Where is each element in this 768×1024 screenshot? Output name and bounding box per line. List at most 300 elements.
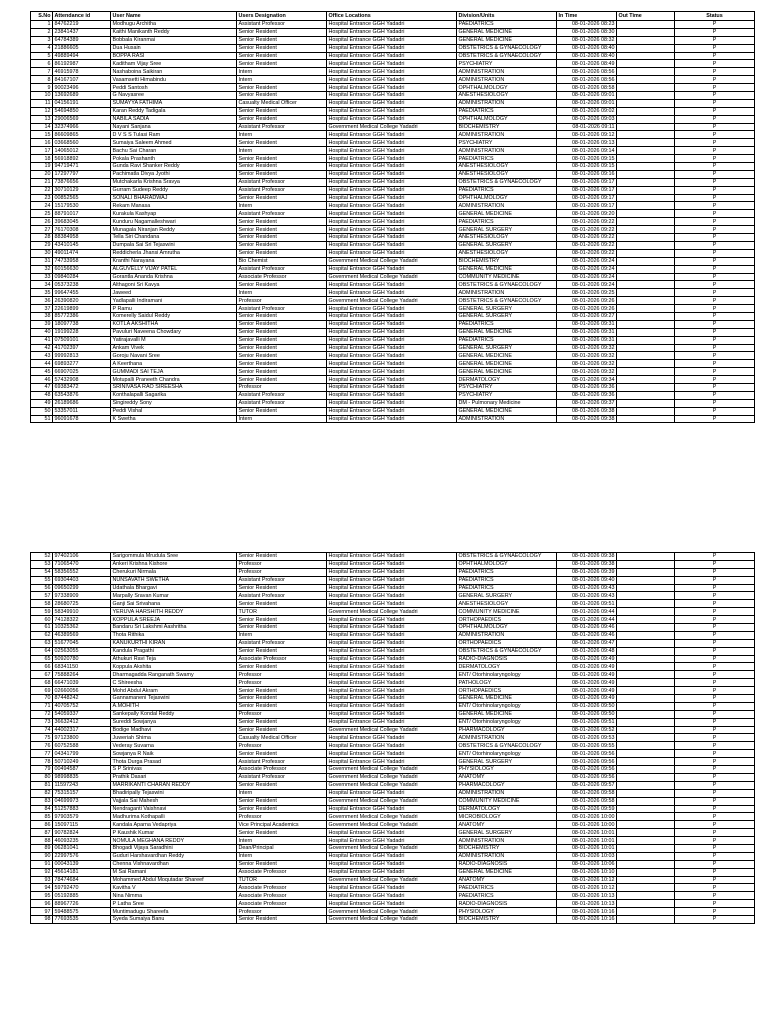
- cell-user-name: MARRIKANTI CHARAN REDDY: [111, 781, 237, 789]
- cell-in-time: 08-01-2026 09:32: [557, 368, 617, 376]
- cell-out-time: [617, 115, 675, 123]
- cell-out-time: [617, 84, 675, 92]
- cell-division: COMMUNITY MEDICINE: [457, 797, 557, 805]
- cell-out-time: [617, 147, 675, 155]
- cell-sno: 21: [31, 178, 53, 186]
- cell-in-time: 08-01-2026 08:23: [557, 21, 617, 29]
- table-row: [31, 710, 755, 718]
- cell-out-time: [617, 860, 675, 868]
- cell-in-time: 08-01-2026 09:26: [557, 297, 617, 305]
- cell-office-location: Government Medical College Yadadri: [327, 844, 457, 852]
- cell-office-location: Hospital Entrance GGH Yadadri: [327, 115, 457, 123]
- cell-attendance-id: 96091678: [53, 415, 111, 423]
- cell-division: PSYCHIATRY: [457, 60, 557, 68]
- cell-office-location: Hospital Entrance GGH Yadadri: [327, 631, 457, 639]
- cell-out-time: [617, 742, 675, 750]
- cell-office-location: Hospital Entrance GGH Yadadri: [327, 376, 457, 384]
- cell-status: P: [675, 679, 755, 687]
- table-row: [31, 844, 755, 852]
- header-division: Division/Units: [457, 12, 557, 21]
- cell-in-time: 08-01-2026 09:49: [557, 695, 617, 703]
- cell-in-time: 08-01-2026 08:56: [557, 68, 617, 76]
- cell-status: P: [675, 194, 755, 202]
- cell-division: ANATOMY: [457, 876, 557, 884]
- cell-division: GENERAL MEDICINE: [457, 695, 557, 703]
- cell-attendance-id: 19199228: [53, 328, 111, 336]
- header-out-time: Out Time: [617, 12, 675, 21]
- cell-designation: Associate Professor: [237, 655, 327, 663]
- cell-in-time: 08-01-2026 09:14: [557, 147, 617, 155]
- cell-office-location: Hospital Entrance GGH Yadadri: [327, 249, 457, 257]
- table-row: [31, 758, 755, 766]
- cell-user-name: Nendraganti Vaishnavi: [111, 805, 237, 813]
- table-row: [31, 352, 755, 360]
- cell-designation: Associate Professor: [237, 892, 327, 900]
- table-row: [31, 655, 755, 663]
- cell-out-time: [617, 107, 675, 115]
- cell-status: P: [675, 241, 755, 249]
- cell-status: P: [675, 344, 755, 352]
- cell-sno: 35: [31, 289, 53, 297]
- cell-office-location: Hospital Entrance GGH Yadadri: [327, 281, 457, 289]
- cell-sno: 31: [31, 257, 53, 265]
- table-row: [31, 147, 755, 155]
- cell-user-name: Ankeri Krishna Kishore: [111, 560, 237, 568]
- cell-division: OPHTHALMOLOGY: [457, 624, 557, 632]
- cell-user-name: Kranthi Narayana: [111, 257, 237, 265]
- cell-designation: Assistant Professor: [237, 305, 327, 313]
- cell-attendance-id: 17297797: [53, 170, 111, 178]
- cell-office-location: Hospital Entrance GGH Yadadri: [327, 44, 457, 52]
- cell-sno: 26: [31, 218, 53, 226]
- cell-office-location: Hospital Entrance GGH Yadadri: [327, 892, 457, 900]
- table-row: [31, 202, 755, 210]
- cell-attendance-id: 58356552: [53, 568, 111, 576]
- cell-in-time: 08-01-2026 10:12: [557, 876, 617, 884]
- cell-division: BIOCHEMISTRY: [457, 257, 557, 265]
- cell-out-time: [617, 265, 675, 273]
- cell-attendance-id: 97402106: [53, 553, 111, 561]
- cell-out-time: [617, 726, 675, 734]
- cell-attendance-id: 50710249: [53, 758, 111, 766]
- cell-attendance-id: 98998835: [53, 773, 111, 781]
- cell-sno: 46: [31, 376, 53, 384]
- cell-user-name: K Swetha: [111, 415, 237, 423]
- cell-user-name: Yatirajavalli M: [111, 336, 237, 344]
- cell-out-time: [617, 44, 675, 52]
- cell-status: P: [675, 687, 755, 695]
- cell-in-time: 08-01-2026 08:49: [557, 60, 617, 68]
- cell-sno: 38: [31, 312, 53, 320]
- cell-status: P: [675, 289, 755, 297]
- cell-user-name: M Sai Ramani: [111, 868, 237, 876]
- cell-out-time: [617, 178, 675, 186]
- table-row: [31, 908, 755, 916]
- cell-designation: Senior Resident: [237, 281, 327, 289]
- cell-out-time: [617, 257, 675, 265]
- cell-out-time: [617, 797, 675, 805]
- cell-division: GENERAL SURGERY: [457, 758, 557, 766]
- cell-out-time: [617, 639, 675, 647]
- cell-status: P: [675, 234, 755, 242]
- cell-office-location: Hospital Entrance GGH Yadadri: [327, 194, 457, 202]
- table-row: [31, 805, 755, 813]
- cell-out-time: [617, 600, 675, 608]
- cell-out-time: [617, 376, 675, 384]
- cell-designation: Senior Resident: [237, 107, 327, 115]
- cell-office-location: Hospital Entrance GGH Yadadri: [327, 139, 457, 147]
- table-row: [31, 718, 755, 726]
- cell-out-time: [617, 92, 675, 100]
- cell-status: P: [675, 663, 755, 671]
- cell-user-name: NABILA SADIA: [111, 115, 237, 123]
- cell-office-location: Hospital Entrance GGH Yadadri: [327, 360, 457, 368]
- cell-designation: Assistant Professor: [237, 186, 327, 194]
- cell-office-location: Hospital Entrance GGH Yadadri: [327, 560, 457, 568]
- table-row: [31, 44, 755, 52]
- cell-in-time: 08-01-2026 10:01: [557, 837, 617, 845]
- table-row: [31, 383, 755, 391]
- cell-attendance-id: 77693535: [53, 915, 111, 923]
- cell-division: GENERAL SURGERY: [457, 592, 557, 600]
- cell-in-time: 08-01-2026 09:27: [557, 312, 617, 320]
- cell-in-time: 08-01-2026 09:40: [557, 576, 617, 584]
- cell-division: DERMATOLOGY: [457, 376, 557, 384]
- cell-sno: 19: [31, 163, 53, 171]
- cell-division: ADMINISTRATION: [457, 68, 557, 76]
- cell-designation: Senior Resident: [237, 84, 327, 92]
- cell-sno: 80: [31, 773, 53, 781]
- cell-attendance-id: 07509101: [53, 336, 111, 344]
- cell-out-time: [617, 210, 675, 218]
- table-row: [31, 336, 755, 344]
- cell-attendance-id: 10325362: [53, 624, 111, 632]
- cell-designation: Senior Resident: [237, 584, 327, 592]
- cell-in-time: 08-01-2026 08:40: [557, 52, 617, 60]
- cell-division: GENERAL MEDICINE: [457, 36, 557, 44]
- cell-in-time: 08-01-2026 09:34: [557, 376, 617, 384]
- cell-attendance-id: 94719471: [53, 163, 111, 171]
- table-row: [31, 84, 755, 92]
- cell-office-location: Hospital Entrance GGH Yadadri: [327, 320, 457, 328]
- cell-designation: Intern: [237, 631, 327, 639]
- cell-attendance-id: 40705752: [53, 702, 111, 710]
- cell-status: P: [675, 178, 755, 186]
- cell-sno: 97: [31, 908, 53, 916]
- cell-designation: Senior Resident: [237, 336, 327, 344]
- cell-division: OPHTHALMOLOGY: [457, 194, 557, 202]
- cell-status: P: [675, 616, 755, 624]
- cell-user-name: Ankam Vivek: [111, 344, 237, 352]
- cell-in-time: 08-01-2026 09:43: [557, 584, 617, 592]
- cell-out-time: [617, 241, 675, 249]
- cell-designation: Dean/Principal: [237, 844, 327, 852]
- cell-status: P: [675, 734, 755, 742]
- cell-office-location: Government Medical College Yadadri: [327, 908, 457, 916]
- cell-out-time: [617, 766, 675, 774]
- table-row: [31, 107, 755, 115]
- cell-division: PAEDIATRICS: [457, 186, 557, 194]
- cell-sno: 47: [31, 383, 53, 391]
- cell-sno: 30: [31, 249, 53, 257]
- cell-out-time: [617, 399, 675, 407]
- cell-office-location: Government Medical College Yadadri: [327, 773, 457, 781]
- cell-attendance-id: 22619899: [53, 305, 111, 313]
- cell-status: P: [675, 186, 755, 194]
- cell-status: P: [675, 52, 755, 60]
- cell-attendance-id: 97903579: [53, 813, 111, 821]
- cell-office-location: Hospital Entrance GGH Yadadri: [327, 28, 457, 36]
- table-row: [31, 163, 755, 171]
- cell-office-location: Hospital Entrance GGH Yadadri: [327, 742, 457, 750]
- cell-designation: Intern: [237, 147, 327, 155]
- cell-division: PAEDIATRICS: [457, 892, 557, 900]
- cell-designation: Assistant Professor: [237, 123, 327, 131]
- cell-division: PAEDIATRICS: [457, 584, 557, 592]
- cell-out-time: [617, 202, 675, 210]
- table-row: [31, 99, 755, 107]
- cell-in-time: 08-01-2026 09:24: [557, 273, 617, 281]
- cell-division: MICROBIOLOGY: [457, 813, 557, 821]
- cell-in-time: 08-01-2026 09:31: [557, 320, 617, 328]
- table-row: [31, 320, 755, 328]
- table-row: [31, 407, 755, 415]
- cell-attendance-id: 69383472: [53, 383, 111, 391]
- cell-office-location: Government Medical College Yadadri: [327, 273, 457, 281]
- cell-user-name: Gurram Sudeep Reddy: [111, 186, 237, 194]
- cell-user-name: G Navyasree: [111, 92, 237, 100]
- cell-out-time: [617, 352, 675, 360]
- cell-attendance-id: 32374966: [53, 123, 111, 131]
- cell-sno: 94: [31, 884, 53, 892]
- cell-division: GENERAL MEDICINE: [457, 210, 557, 218]
- attendance-table-page-2: [30, 552, 755, 924]
- cell-designation: Assistant Professor: [237, 178, 327, 186]
- cell-sno: 74: [31, 726, 53, 734]
- cell-out-time: [617, 415, 675, 423]
- cell-status: P: [675, 155, 755, 163]
- table-row: [31, 734, 755, 742]
- cell-out-time: [617, 21, 675, 29]
- cell-user-name: Kunduru Nagamalleshwari: [111, 218, 237, 226]
- cell-in-time: 08-01-2026 09:22: [557, 218, 617, 226]
- table-body-page-1: [31, 21, 755, 423]
- cell-office-location: Hospital Entrance GGH Yadadri: [327, 147, 457, 155]
- cell-office-location: Hospital Entrance GGH Yadadri: [327, 234, 457, 242]
- cell-attendance-id: 49889494: [53, 52, 111, 60]
- cell-user-name: Modhugu Architha: [111, 21, 237, 29]
- cell-in-time: 08-01-2026 09:49: [557, 671, 617, 679]
- cell-office-location: Hospital Entrance GGH Yadadri: [327, 671, 457, 679]
- cell-attendance-id: 06281041: [53, 844, 111, 852]
- cell-in-time: 08-01-2026 09:15: [557, 155, 617, 163]
- table-row: [31, 28, 755, 36]
- cell-status: P: [675, 750, 755, 758]
- cell-status: P: [675, 829, 755, 837]
- cell-sno: 28: [31, 234, 53, 242]
- cell-division: ORTHOPAEDICS: [457, 616, 557, 624]
- cell-sno: 52: [31, 553, 53, 561]
- cell-user-name: Kurakula Kashyap: [111, 210, 237, 218]
- cell-in-time: 08-01-2026 09:17: [557, 194, 617, 202]
- cell-designation: Intern: [237, 68, 327, 76]
- table-row: [31, 123, 755, 131]
- cell-in-time: 08-01-2026 09:49: [557, 679, 617, 687]
- cell-out-time: [617, 663, 675, 671]
- cell-sno: 42: [31, 344, 53, 352]
- table-row: [31, 155, 755, 163]
- cell-out-time: [617, 576, 675, 584]
- cell-out-time: [617, 718, 675, 726]
- cell-user-name: Sowjanya R Naik: [111, 750, 237, 758]
- cell-division: OPHTHALMOLOGY: [457, 84, 557, 92]
- cell-in-time: 08-01-2026 09:01: [557, 99, 617, 107]
- cell-sno: 34: [31, 281, 53, 289]
- cell-out-time: [617, 368, 675, 376]
- cell-user-name: Sankepally Kondal Reddy: [111, 710, 237, 718]
- cell-designation: Senior Resident: [237, 170, 327, 178]
- cell-office-location: Hospital Entrance GGH Yadadri: [327, 415, 457, 423]
- cell-status: P: [675, 742, 755, 750]
- cell-sno: 37: [31, 305, 53, 313]
- cell-user-name: Mohammed Abdul Moqutadar Shareef: [111, 876, 237, 884]
- cell-status: P: [675, 391, 755, 399]
- cell-attendance-id: 46389569: [53, 631, 111, 639]
- cell-status: P: [675, 789, 755, 797]
- cell-attendance-id: 66471039: [53, 679, 111, 687]
- cell-status: P: [675, 568, 755, 576]
- table-row: [31, 584, 755, 592]
- cell-attendance-id: 60156630: [53, 265, 111, 273]
- cell-attendance-id: 59792470: [53, 884, 111, 892]
- cell-out-time: [617, 186, 675, 194]
- table-header-row: [31, 12, 755, 21]
- cell-sno: 96: [31, 900, 53, 908]
- cell-user-name: YERUVA HARSHITH REDDY: [111, 608, 237, 616]
- cell-attendance-id: 00852565: [53, 194, 111, 202]
- cell-status: P: [675, 297, 755, 305]
- cell-status: P: [675, 273, 755, 281]
- cell-user-name: Bobbala Kiranmai: [111, 36, 237, 44]
- table-row: [31, 344, 755, 352]
- table-row: [31, 766, 755, 774]
- cell-status: P: [675, 399, 755, 407]
- cell-division: OBSTETRICS & GYNAECOLOGY: [457, 281, 557, 289]
- cell-out-time: [617, 821, 675, 829]
- table-row: [31, 210, 755, 218]
- cell-division: GENERAL SURGERY: [457, 226, 557, 234]
- cell-division: ANATOMY: [457, 821, 557, 829]
- cell-in-time: 08-01-2026 09:48: [557, 647, 617, 655]
- cell-out-time: [617, 123, 675, 131]
- cell-user-name: Ganji Sai Srivahana: [111, 600, 237, 608]
- cell-division: OBSTETRICS & GYNAECOLOGY: [457, 297, 557, 305]
- cell-out-time: [617, 131, 675, 139]
- cell-office-location: Hospital Entrance GGH Yadadri: [327, 36, 457, 44]
- cell-sno: 16: [31, 139, 53, 147]
- cell-office-location: Hospital Entrance GGH Yadadri: [327, 84, 457, 92]
- cell-office-location: Hospital Entrance GGH Yadadri: [327, 860, 457, 868]
- cell-office-location: Hospital Entrance GGH Yadadri: [327, 99, 457, 107]
- cell-office-location: Government Medical College Yadadri: [327, 876, 457, 884]
- cell-out-time: [617, 892, 675, 900]
- cell-office-location: Government Medical College Yadadri: [327, 797, 457, 805]
- cell-in-time: 08-01-2026 09:22: [557, 226, 617, 234]
- cell-user-name: Mutchakarla Krishna Sravya: [111, 178, 237, 186]
- cell-division: ORTHOPAEDICS: [457, 639, 557, 647]
- cell-attendance-id: 44002317: [53, 726, 111, 734]
- header-user-name: User Name: [111, 12, 237, 21]
- cell-division: ENT/ Otorhinolaryngology: [457, 718, 557, 726]
- cell-attendance-id: 53357011: [53, 407, 111, 415]
- cell-out-time: [617, 592, 675, 600]
- cell-office-location: Hospital Entrance GGH Yadadri: [327, 131, 457, 139]
- cell-attendance-id: 15179530: [53, 202, 111, 210]
- cell-division: PSYCHIATRY: [457, 139, 557, 147]
- cell-designation: Senior Resident: [237, 312, 327, 320]
- cell-sno: 89: [31, 844, 53, 852]
- cell-attendance-id: 88967726: [53, 900, 111, 908]
- cell-attendance-id: 74733958: [53, 257, 111, 265]
- cell-status: P: [675, 352, 755, 360]
- cell-user-name: Nayani Sanjana: [111, 123, 237, 131]
- cell-user-name: Bachu Sai Charan: [111, 147, 237, 155]
- cell-sno: 69: [31, 687, 53, 695]
- cell-user-name: Nina Nimma: [111, 892, 237, 900]
- cell-designation: Senior Resident: [237, 797, 327, 805]
- cell-out-time: [617, 76, 675, 84]
- cell-out-time: [617, 647, 675, 655]
- cell-division: ANESTHESIOLOGY: [457, 163, 557, 171]
- cell-division: PAEDIATRICS: [457, 155, 557, 163]
- cell-attendance-id: 75888264: [53, 671, 111, 679]
- cell-division: ADMINISTRATION: [457, 131, 557, 139]
- cell-status: P: [675, 860, 755, 868]
- cell-sno: 48: [31, 391, 53, 399]
- cell-sno: 23: [31, 194, 53, 202]
- cell-in-time: 08-01-2026 09:46: [557, 631, 617, 639]
- cell-designation: Senior Resident: [237, 241, 327, 249]
- cell-designation: Senior Resident: [237, 702, 327, 710]
- cell-division: PSYCHIATRY: [457, 383, 557, 391]
- cell-out-time: [617, 702, 675, 710]
- cell-attendance-id: 45614181: [53, 868, 111, 876]
- cell-in-time: 08-01-2026 09:44: [557, 616, 617, 624]
- cell-out-time: [617, 758, 675, 766]
- table-row: [31, 671, 755, 679]
- cell-office-location: Hospital Entrance GGH Yadadri: [327, 718, 457, 726]
- cell-status: P: [675, 123, 755, 131]
- cell-status: P: [675, 226, 755, 234]
- cell-in-time: 08-01-2026 09:17: [557, 178, 617, 186]
- cell-status: P: [675, 99, 755, 107]
- cell-status: P: [675, 868, 755, 876]
- table-row: [31, 892, 755, 900]
- cell-status: P: [675, 305, 755, 313]
- cell-user-name: Konthalapalli Sagarika: [111, 391, 237, 399]
- cell-office-location: Hospital Entrance GGH Yadadri: [327, 884, 457, 892]
- cell-out-time: [617, 829, 675, 837]
- cell-sno: 12: [31, 107, 53, 115]
- table-row: [31, 750, 755, 758]
- cell-user-name: Nashaboina Saikiran: [111, 68, 237, 76]
- cell-attendance-id: 05192885: [53, 892, 111, 900]
- cell-in-time: 08-01-2026 10:03: [557, 852, 617, 860]
- table-row: [31, 624, 755, 632]
- table-row: [31, 829, 755, 837]
- cell-designation: Senior Resident: [237, 718, 327, 726]
- cell-designation: Intern: [237, 415, 327, 423]
